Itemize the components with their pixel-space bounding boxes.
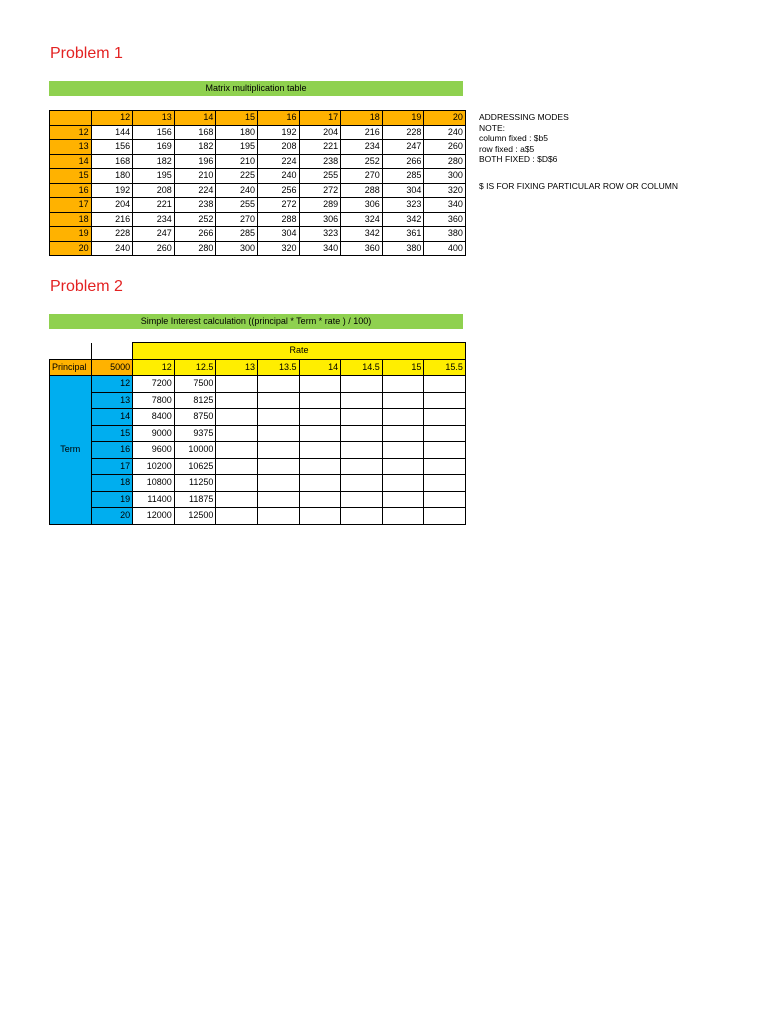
row-header-cell[interactable]: 19 [50,227,92,242]
interest-cell[interactable]: 8400 [133,409,175,426]
interest-cell[interactable] [382,425,424,442]
interest-cell[interactable] [424,409,466,426]
table-row [50,425,466,442]
term-value-cell[interactable]: 14 [91,409,133,426]
product-cell[interactable]: 228 [382,125,424,140]
product-cell[interactable]: 360 [341,241,383,256]
product-cell[interactable]: 224 [174,183,216,198]
row-header-cell[interactable]: 20 [50,241,92,256]
term-value-cell[interactable]: 19 [91,491,133,508]
table-row [50,169,466,184]
interest-cell[interactable]: 7200 [133,376,175,393]
product-cell[interactable]: 224 [257,154,299,169]
interest-cell[interactable] [424,392,466,409]
product-cell[interactable]: 256 [257,183,299,198]
product-cell[interactable]: 180 [91,169,133,184]
rate-header-cell[interactable]: 13.5 [257,359,299,376]
interest-cell[interactable]: 9375 [174,425,216,442]
row-header-cell[interactable]: 16 [50,183,92,198]
rate-label[interactable]: Rate [133,343,466,360]
interest-cell[interactable] [299,376,341,393]
notes-dollar-explanation[interactable]: $ IS FOR FIXING PARTICULAR ROW OR COLUMN [479,180,678,191]
interest-cell[interactable] [382,491,424,508]
product-cell[interactable]: 380 [424,227,466,242]
interest-cell[interactable] [257,475,299,492]
product-cell[interactable]: 260 [424,140,466,155]
product-cell[interactable]: 266 [174,227,216,242]
notes-heading[interactable]: ADDRESSING MODES [479,112,569,122]
product-cell[interactable]: 340 [299,241,341,256]
rate-header-cell[interactable]: 14 [299,359,341,376]
product-cell[interactable]: 288 [257,212,299,227]
product-cell[interactable]: 270 [216,212,258,227]
product-cell[interactable]: 182 [174,140,216,155]
interest-cell[interactable]: 8125 [174,392,216,409]
table-row [50,376,466,393]
product-cell[interactable]: 208 [257,140,299,155]
interest-cell[interactable] [424,508,466,525]
interest-cell[interactable]: 10800 [133,475,175,492]
interest-cell[interactable] [299,475,341,492]
rate-header-cell[interactable]: 15 [382,359,424,376]
blank-cell[interactable] [91,343,133,360]
product-cell[interactable]: 272 [299,183,341,198]
interest-cell[interactable] [299,425,341,442]
column-header-cell[interactable]: 20 [424,111,466,126]
product-cell[interactable]: 266 [382,154,424,169]
interest-cell[interactable]: 12500 [174,508,216,525]
term-value-cell[interactable]: 12 [91,376,133,393]
interest-cell[interactable] [382,409,424,426]
rate-header-cell[interactable]: 15.5 [424,359,466,376]
interest-cell[interactable] [257,442,299,459]
interest-cell[interactable] [216,442,258,459]
rate-header-cell[interactable]: 12 [133,359,175,376]
product-cell[interactable]: 300 [216,241,258,256]
rate-header-cell[interactable]: 13 [216,359,258,376]
product-cell[interactable]: 380 [382,241,424,256]
product-cell[interactable]: 238 [174,198,216,213]
product-cell[interactable]: 234 [133,212,175,227]
term-value-cell[interactable]: 18 [91,475,133,492]
principal-value[interactable]: 5000 [91,359,133,376]
product-cell[interactable]: 285 [382,169,424,184]
product-cell[interactable]: 272 [257,198,299,213]
interest-cell[interactable] [257,409,299,426]
principal-label[interactable]: Principal [50,359,92,376]
notes-column-fixed[interactable]: column fixed : $b5 [479,133,548,144]
simple-interest-banner[interactable]: Simple Interest calculation ((principal * Term * rate ) / 100) [49,314,463,329]
product-cell[interactable]: 169 [133,140,175,155]
interest-cell[interactable]: 7800 [133,392,175,409]
interest-cell[interactable] [341,458,383,475]
product-cell[interactable]: 360 [424,212,466,227]
term-label[interactable]: Term [50,376,92,525]
row-header-cell[interactable]: 15 [50,169,92,184]
interest-cell[interactable] [216,425,258,442]
interest-cell[interactable] [257,425,299,442]
product-cell[interactable]: 260 [133,241,175,256]
table-row [50,409,466,426]
product-cell[interactable]: 204 [299,125,341,140]
product-cell[interactable]: 210 [174,169,216,184]
table-row [50,458,466,475]
interest-cell[interactable] [257,508,299,525]
table-row [50,241,466,256]
product-cell[interactable]: 280 [424,154,466,169]
product-cell[interactable]: 340 [424,198,466,213]
product-cell[interactable]: 204 [91,198,133,213]
product-cell[interactable]: 306 [341,198,383,213]
multiplication-table [49,110,466,256]
table-row [50,125,466,140]
table-row [50,475,466,492]
interest-cell[interactable] [216,508,258,525]
term-value-cell[interactable]: 16 [91,442,133,459]
product-cell[interactable]: 221 [299,140,341,155]
interest-cell[interactable]: 10000 [174,442,216,459]
interest-cell[interactable] [299,508,341,525]
header-row [50,111,466,126]
interest-cell[interactable] [424,376,466,393]
simple-interest-table [49,342,466,525]
interest-cell[interactable] [382,508,424,525]
interest-cell[interactable] [382,475,424,492]
product-cell[interactable]: 180 [216,125,258,140]
product-cell[interactable]: 195 [133,169,175,184]
table-row [50,491,466,508]
interest-cell[interactable]: 11400 [133,491,175,508]
interest-cell[interactable] [382,392,424,409]
product-cell[interactable]: 234 [341,140,383,155]
interest-cell[interactable]: 7500 [174,376,216,393]
table-row [50,140,466,155]
interest-cell[interactable] [341,409,383,426]
interest-cell[interactable] [216,475,258,492]
interest-cell[interactable] [341,425,383,442]
interest-cell[interactable] [299,409,341,426]
product-cell[interactable]: 323 [382,198,424,213]
interest-cell[interactable] [216,491,258,508]
product-cell[interactable]: 156 [133,125,175,140]
product-cell[interactable]: 300 [424,169,466,184]
interest-cell[interactable]: 12000 [133,508,175,525]
product-cell[interactable]: 228 [91,227,133,242]
row-header-cell[interactable]: 14 [50,154,92,169]
addressing-notes [479,112,678,192]
interest-cell[interactable] [424,491,466,508]
product-cell[interactable]: 320 [257,241,299,256]
interest-cell[interactable] [341,491,383,508]
matrix-table-banner[interactable]: Matrix multiplication table [49,81,463,96]
interest-cell[interactable] [257,376,299,393]
interest-cell[interactable] [299,458,341,475]
table-row [50,183,466,198]
table-row [50,154,466,169]
product-cell[interactable]: 240 [91,241,133,256]
problem-2-title: Problem 2 [50,278,123,295]
product-cell[interactable]: 156 [91,140,133,155]
product-cell[interactable]: 192 [91,183,133,198]
product-cell[interactable]: 225 [216,169,258,184]
interest-cell[interactable] [341,392,383,409]
blank-cell[interactable] [50,343,92,360]
product-cell[interactable]: 280 [174,241,216,256]
term-value-cell[interactable]: 15 [91,425,133,442]
product-cell[interactable]: 216 [91,212,133,227]
problem-1-title: Problem 1 [50,45,123,62]
column-header-cell[interactable]: 14 [174,111,216,126]
product-cell[interactable]: 270 [341,169,383,184]
column-header-cell[interactable]: 17 [299,111,341,126]
interest-cell[interactable] [216,458,258,475]
interest-cell[interactable]: 11250 [174,475,216,492]
interest-cell[interactable] [424,442,466,459]
table-row [50,508,466,525]
interest-cell[interactable]: 9600 [133,442,175,459]
product-cell[interactable]: 216 [341,125,383,140]
product-cell[interactable]: 182 [133,154,175,169]
interest-cell[interactable] [341,508,383,525]
term-value-cell[interactable]: 20 [91,508,133,525]
row-header-cell[interactable]: 18 [50,212,92,227]
product-cell[interactable]: 144 [91,125,133,140]
product-cell[interactable]: 208 [133,183,175,198]
interest-cell[interactable] [257,458,299,475]
interest-cell[interactable] [257,491,299,508]
product-cell[interactable]: 320 [424,183,466,198]
product-cell[interactable]: 247 [382,140,424,155]
rate-label-row [50,343,466,360]
product-cell[interactable]: 240 [257,169,299,184]
product-cell[interactable]: 289 [299,198,341,213]
interest-cell[interactable]: 8750 [174,409,216,426]
product-cell[interactable]: 221 [133,198,175,213]
product-cell[interactable]: 342 [341,227,383,242]
interest-cell[interactable] [382,376,424,393]
product-cell[interactable]: 400 [424,241,466,256]
interest-cell[interactable] [216,376,258,393]
interest-cell[interactable] [341,376,383,393]
term-value-cell[interactable]: 13 [91,392,133,409]
product-cell[interactable]: 252 [174,212,216,227]
notes-note-label[interactable]: NOTE: [479,122,505,133]
product-cell[interactable]: 324 [341,212,383,227]
interest-cell[interactable] [424,475,466,492]
interest-cell[interactable] [341,442,383,459]
rate-header-cell[interactable]: 12.5 [174,359,216,376]
rate-header-cell[interactable]: 14.5 [341,359,383,376]
column-header-cell[interactable]: 16 [257,111,299,126]
product-cell[interactable]: 361 [382,227,424,242]
interest-cell[interactable] [341,475,383,492]
interest-cell[interactable] [424,425,466,442]
interest-cell[interactable] [216,392,258,409]
interest-cell[interactable]: 11875 [174,491,216,508]
product-cell[interactable]: 323 [299,227,341,242]
product-cell[interactable]: 342 [382,212,424,227]
product-cell[interactable]: 168 [174,125,216,140]
product-cell[interactable]: 196 [174,154,216,169]
column-header-cell[interactable]: 13 [133,111,175,126]
product-cell[interactable]: 238 [299,154,341,169]
table-row [50,212,466,227]
notes-row-fixed[interactable]: row fixed : a$5 [479,143,535,154]
notes-both-fixed[interactable]: BOTH FIXED : $D$6 [479,154,558,165]
interest-cell[interactable] [382,442,424,459]
table-row [50,442,466,459]
interest-cell[interactable]: 10625 [174,458,216,475]
interest-cell[interactable] [382,458,424,475]
product-cell[interactable]: 252 [341,154,383,169]
term-value-cell[interactable]: 17 [91,458,133,475]
product-cell[interactable]: 210 [216,154,258,169]
interest-cell[interactable] [216,409,258,426]
product-cell[interactable]: 304 [257,227,299,242]
table-row [50,392,466,409]
product-cell[interactable]: 304 [382,183,424,198]
row-header-cell[interactable]: 12 [50,125,92,140]
interest-cell[interactable] [299,442,341,459]
corner-cell[interactable] [50,111,92,126]
interest-cell[interactable] [299,392,341,409]
product-cell[interactable]: 255 [216,198,258,213]
product-cell[interactable]: 247 [133,227,175,242]
table-row [50,198,466,213]
product-cell[interactable]: 240 [216,183,258,198]
column-header-cell[interactable]: 19 [382,111,424,126]
product-cell[interactable]: 168 [91,154,133,169]
product-cell[interactable]: 306 [299,212,341,227]
product-cell[interactable]: 195 [216,140,258,155]
interest-cell[interactable]: 10200 [133,458,175,475]
column-header-cell[interactable]: 12 [91,111,133,126]
product-cell[interactable]: 288 [341,183,383,198]
column-header-cell[interactable]: 15 [216,111,258,126]
product-cell[interactable]: 255 [299,169,341,184]
interest-cell[interactable]: 9000 [133,425,175,442]
interest-cell[interactable] [299,491,341,508]
product-cell[interactable]: 192 [257,125,299,140]
interest-cell[interactable] [257,392,299,409]
product-cell[interactable]: 285 [216,227,258,242]
column-header-cell[interactable]: 18 [341,111,383,126]
interest-cell[interactable] [424,458,466,475]
product-cell[interactable]: 240 [424,125,466,140]
row-header-cell[interactable]: 13 [50,140,92,155]
table-row [50,227,466,242]
rate-header-row [50,359,466,376]
row-header-cell[interactable]: 17 [50,198,92,213]
